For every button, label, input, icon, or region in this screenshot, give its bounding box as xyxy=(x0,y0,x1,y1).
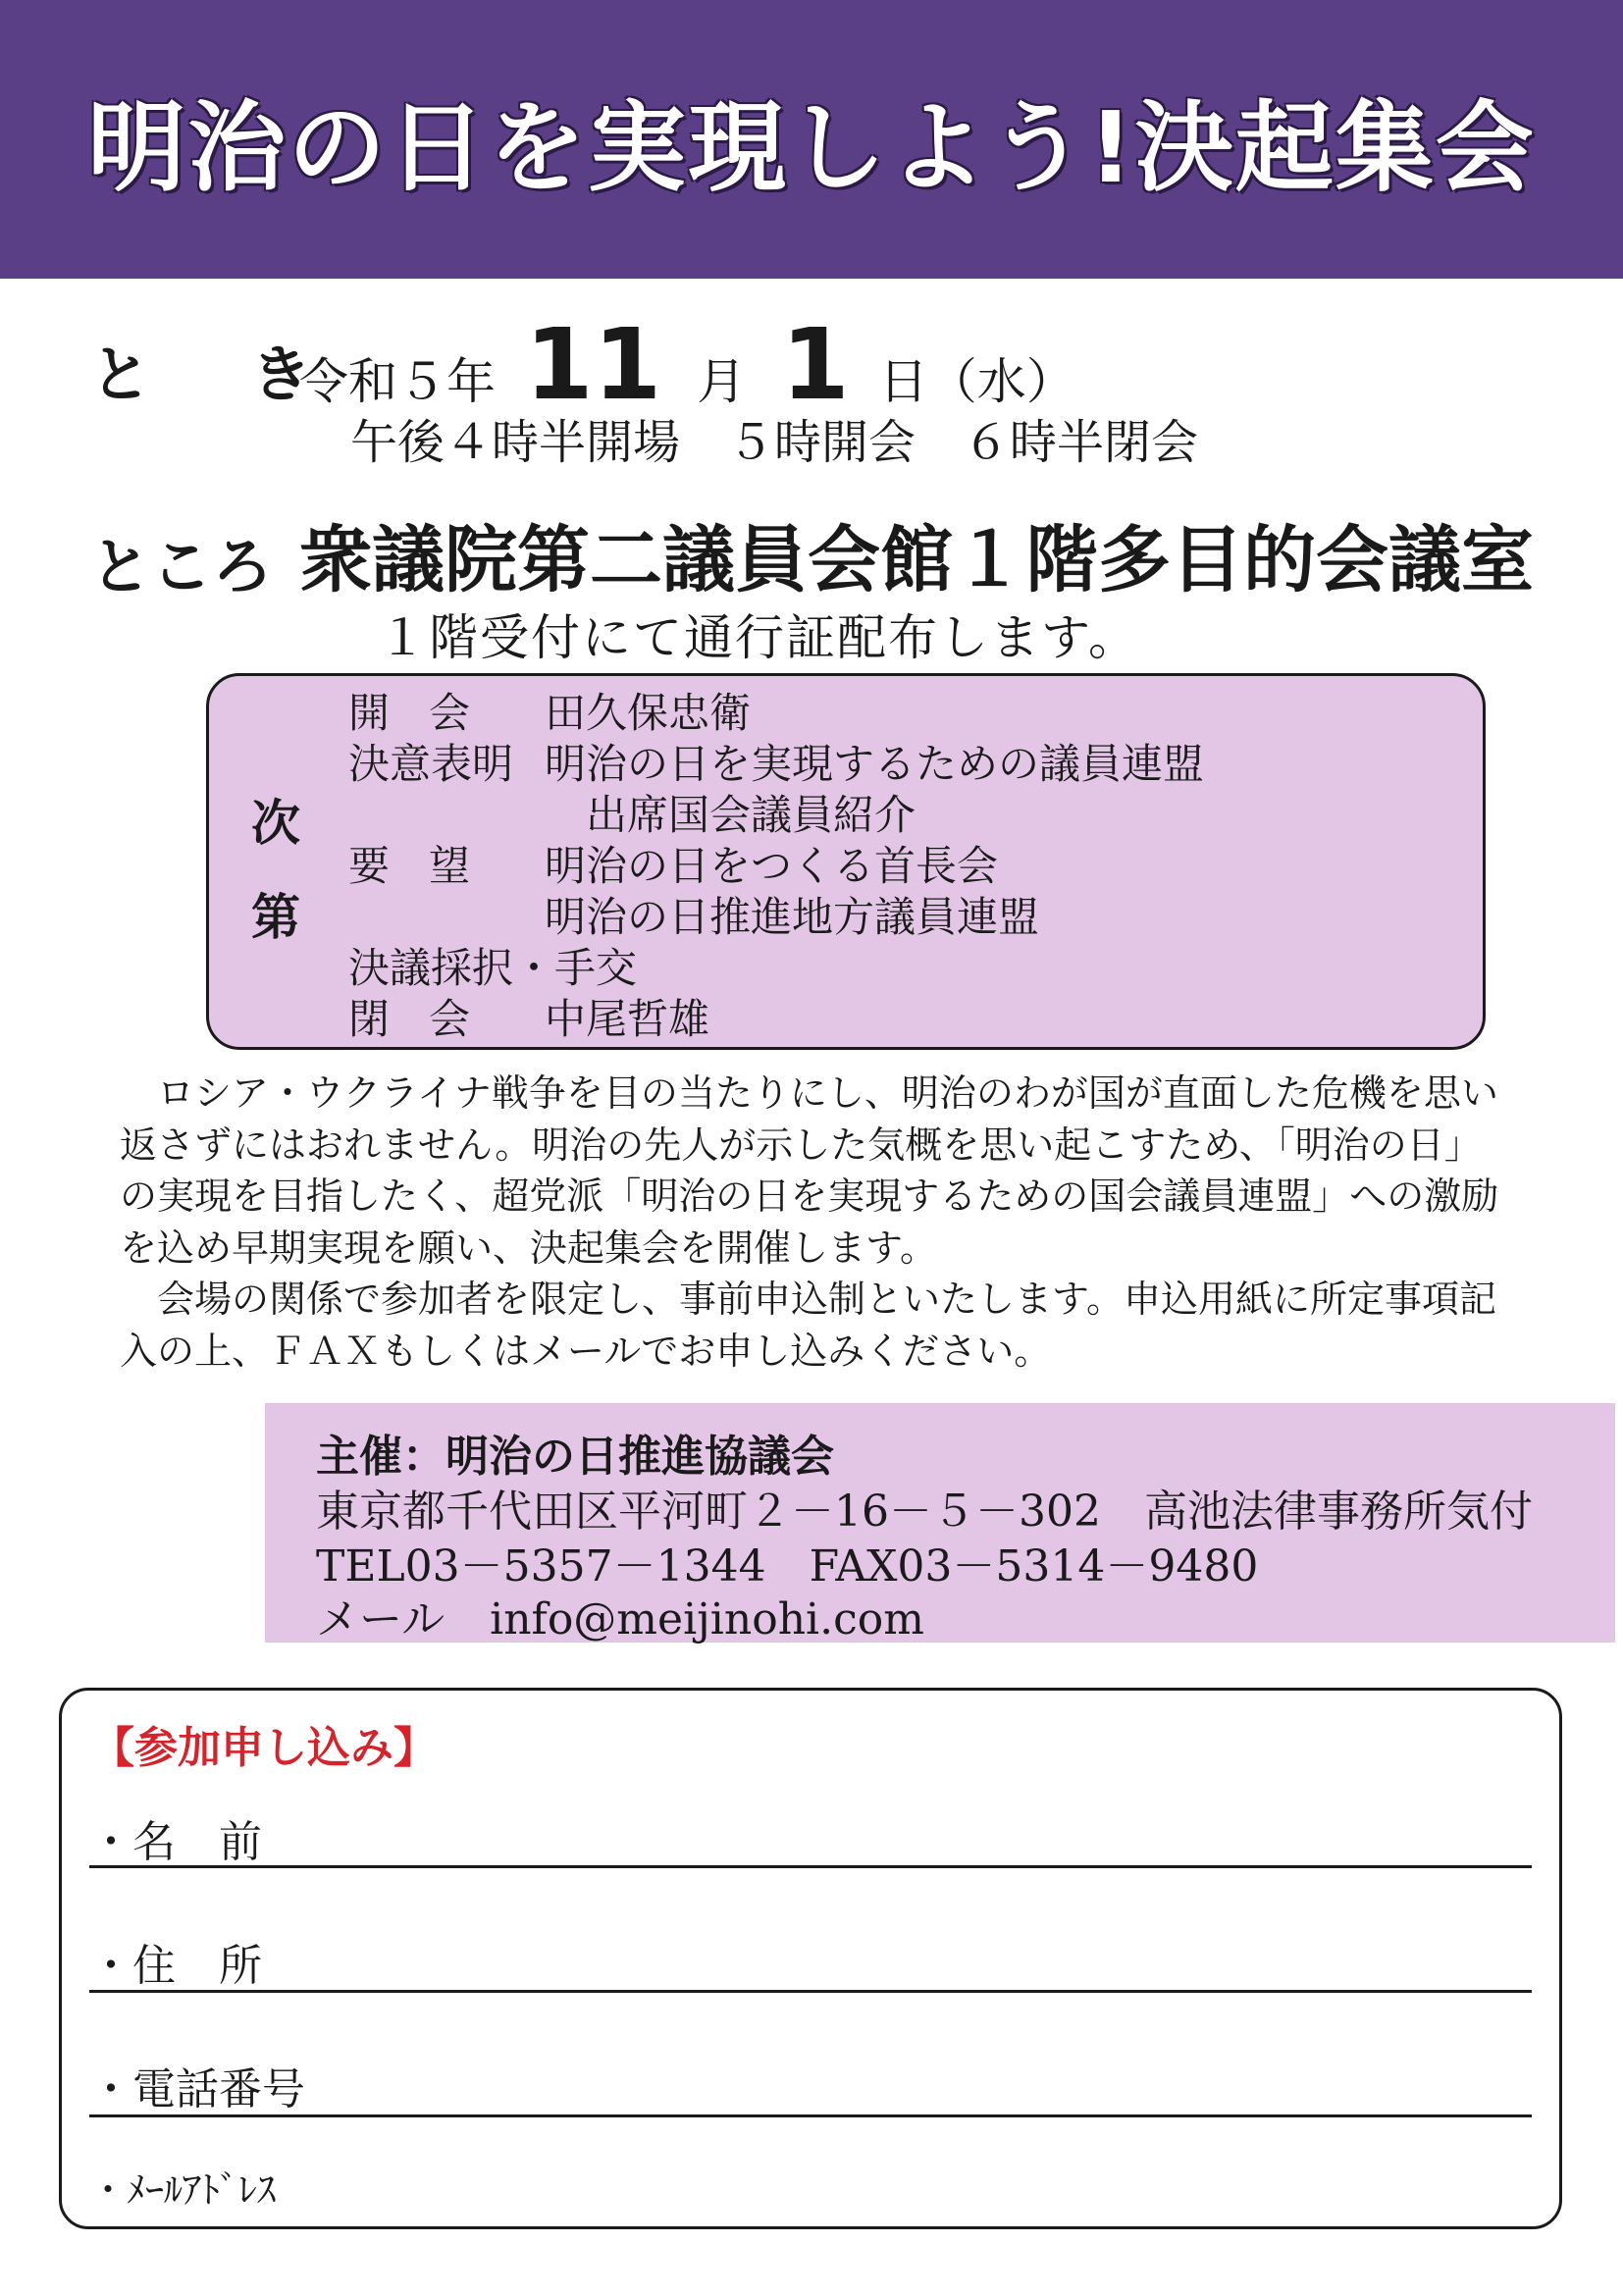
program-role: 開会 xyxy=(348,689,510,737)
program-role: 閉会 xyxy=(348,995,510,1043)
form-heading: 【参加申し込み】 xyxy=(91,1723,437,1773)
program-panel xyxy=(206,673,1486,1050)
venue-note: １階受付にて通行証配布します。 xyxy=(378,609,1139,666)
date-month: 11 xyxy=(525,307,662,422)
program-row xyxy=(348,739,1204,790)
date-month-suffix: 月 xyxy=(697,353,747,410)
venue: 衆議院第二議員会館１階多目的会議室 xyxy=(299,518,1534,602)
banner xyxy=(0,0,1623,279)
program-row xyxy=(348,790,916,841)
date-day: 1 xyxy=(781,307,850,422)
body-text xyxy=(120,1068,1513,1377)
program-role: 要望 xyxy=(348,842,510,890)
body-paragraph: ロシア・ウクライナ戦争を目の当たりにし、明治のわが国が直面した危機を思い返さずにはおれません。明治の先人が示した気概を思い起こすため、「明治の日」の実現を目指したく、超党派「明治の日を実現するための国会議員連盟」への激励を込め早期実現を願い、決起集会を開催します。 xyxy=(120,1071,1499,1270)
organizer-address: 東京都千代田区平河町２－16－５－302 高池法律事務所気付 xyxy=(316,1487,1533,1537)
when-label: と き xyxy=(90,339,351,410)
mail-address[interactable]: info@meijinohi.com xyxy=(490,1594,924,1644)
program-detail: 中尾哲雄 xyxy=(545,995,710,1043)
application-form xyxy=(59,1688,1562,2229)
program-row xyxy=(348,892,1039,943)
program-row xyxy=(348,841,998,892)
date-day-suffix: 日（水） xyxy=(878,353,1075,410)
organizer-panel xyxy=(265,1403,1615,1643)
program-row xyxy=(348,994,709,1045)
event-date xyxy=(299,307,1075,422)
body-paragraph: 会場の関係で参加者を限定し、事前申込制といたします。申込用紙に所定事項記入の上、ＦＡＸもしくはメールでお申し込みください。 xyxy=(120,1278,1496,1373)
program-detail: 田久保忠衛 xyxy=(545,689,752,737)
email-label: ・ﾒｰﾙｱﾄﾞﾚｽ xyxy=(89,2168,277,2212)
where-label: ところ xyxy=(90,531,274,602)
program-detail: 明治の日をつくる首長会 xyxy=(545,842,999,890)
program-detail: 出席国会議員紹介 xyxy=(586,791,916,839)
program-role: 決議採択・手交 xyxy=(348,944,638,992)
name-label: ・名 前 xyxy=(89,1817,262,1867)
program-row xyxy=(348,943,637,994)
phone-label: ・電話番号 xyxy=(89,2064,305,2114)
address-field[interactable] xyxy=(89,1990,1532,1993)
organizer-phone: TEL03－5357－1344 FAX03－5314－9480 xyxy=(316,1541,1259,1592)
program-detail: 明治の日推進地方議員連盟 xyxy=(545,893,1040,941)
program-heading: 次第 xyxy=(251,795,300,946)
event-schedule: 午後４時半開場 ５時開会 ６時半閉会 xyxy=(350,415,1199,470)
program-row xyxy=(348,688,751,739)
organizer-name: 主催：明治の日推進協議会 xyxy=(316,1432,834,1482)
mail-label: メール xyxy=(316,1594,445,1644)
address-label: ・住 所 xyxy=(89,1941,262,1991)
program-role: 決意表明 xyxy=(348,740,514,788)
date-era: 令和５年 xyxy=(299,353,496,410)
program-detail: 明治の日を実現するための議員連盟 xyxy=(545,740,1205,788)
organizer-mail xyxy=(316,1584,924,1646)
name-field[interactable] xyxy=(89,1865,1532,1868)
phone-field[interactable] xyxy=(89,2114,1532,2117)
event-title: 明治の日を実現しよう!決起集会 xyxy=(87,90,1536,205)
